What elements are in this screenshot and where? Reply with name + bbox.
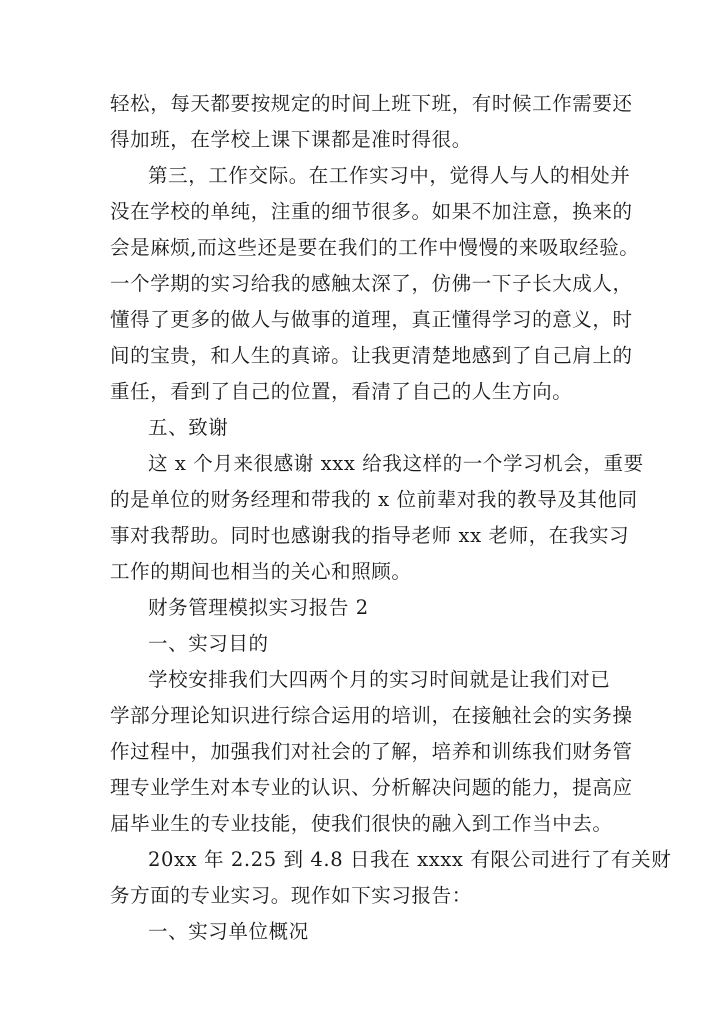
text-line: 一个学期的实习给我的感触太深了，仿佛一下子长大成人， — [110, 272, 633, 295]
text-line: 学部分理论知识进行综合运用的培训，在接触社会的实务操 — [110, 704, 633, 727]
text-line: 会是麻烦,而这些还是要在我们的工作中慢慢的来吸取经验。 — [110, 236, 640, 259]
section-heading: 五、致谢 — [148, 416, 229, 439]
text-line: 没在学校的单纯，注重的细节很多。如果不加注意，换来的 — [110, 200, 633, 223]
text-line: 事对我帮助。同时也感谢我的指导老师 xx 老师，在我实习 — [110, 524, 630, 547]
text-line: 作过程中，加强我们对社会的了解，培养和训练我们财务管 — [110, 740, 633, 763]
text-line: 务方面的专业实习。现作如下实习报告： — [110, 884, 472, 907]
text-line: 重任，看到了自己的位置，看清了自己的人生方向。 — [110, 380, 573, 403]
text-line: 轻松，每天都要按规定的时间上班下班，有时候工作需要还 — [110, 92, 633, 115]
paragraph-start-line: 第三，工作交际。在工作实习中，觉得人与人的相处并 — [148, 164, 631, 187]
paragraph-start-line: 这 x 个月来很感谢 xxx 给我这样的一个学习机会，重要 — [148, 452, 644, 475]
section-heading: 一、实习单位概况 — [148, 920, 309, 943]
text-line: 工作的期间也相当的关心和照顾。 — [110, 560, 412, 583]
paragraph-start-line: 20xx 年 2.25 到 4.8 日我在 xxxx 有限公司进行了有关财 — [148, 848, 672, 871]
text-line: 的是单位的财务经理和带我的 x 位前辈对我的教导及其他同 — [110, 488, 638, 511]
text-line: 理专业学生对本专业的认识、分析解决问题的能力，提高应 — [110, 776, 633, 799]
text-line: 间的宝贵，和人生的真谛。让我更清楚地感到了自己肩上的 — [110, 344, 633, 367]
text-line: 得加班，在学校上课下课都是准时得很。 — [110, 128, 472, 151]
text-line: 懂得了更多的做人与做事的道理，真正懂得学习的意义，时 — [110, 308, 633, 331]
report-title: 财务管理模拟实习报告 2 — [148, 596, 369, 619]
section-heading: 一、实习目的 — [148, 632, 269, 655]
paragraph-start-line: 学校安排我们大四两个月的实习时间就是让我们对已 — [148, 668, 611, 691]
text-line: 届毕业生的专业技能，使我们很快的融入到工作当中去。 — [110, 812, 613, 835]
